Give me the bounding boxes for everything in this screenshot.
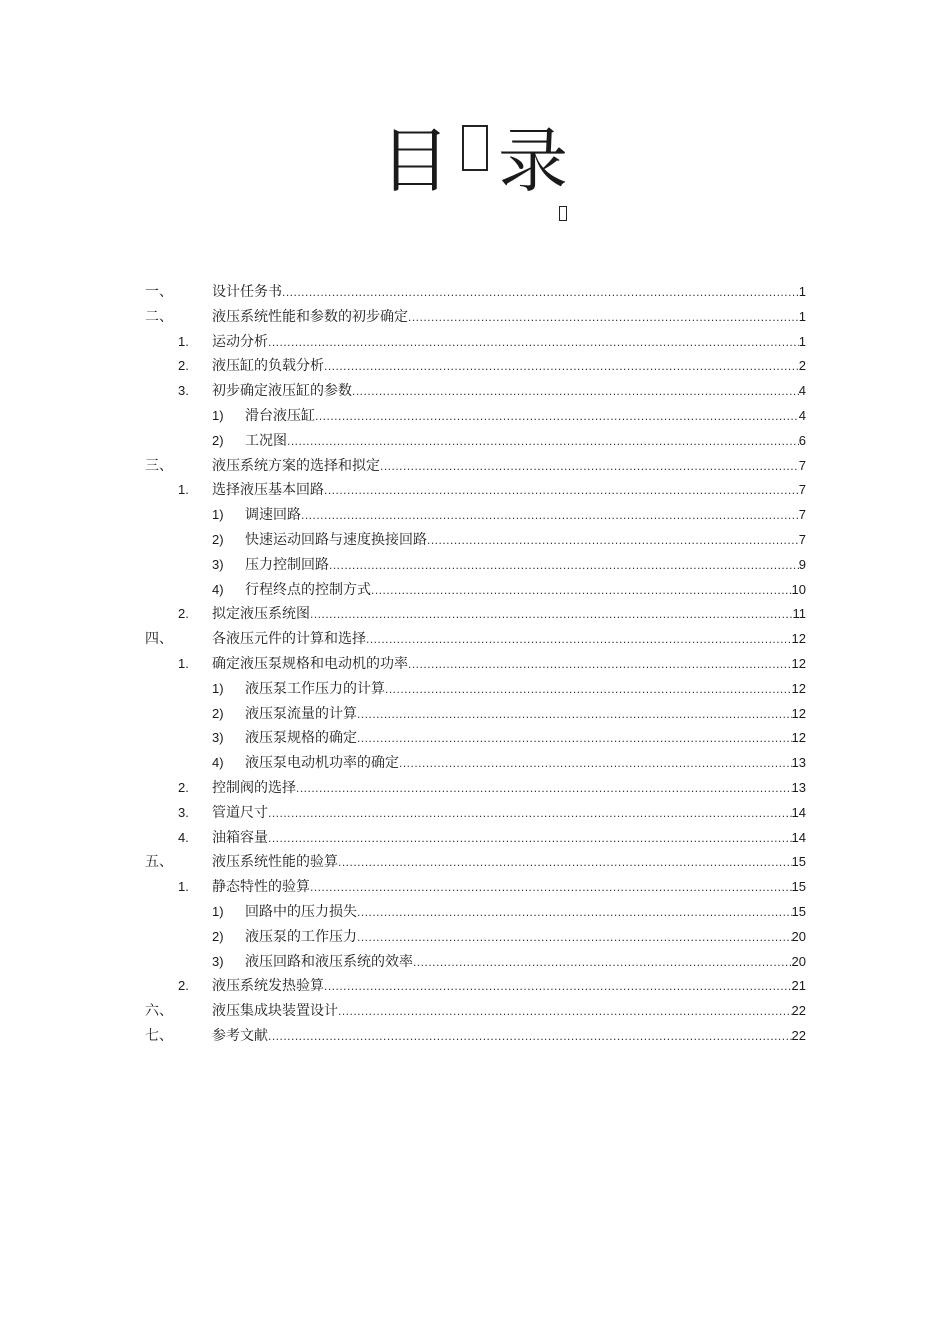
toc-entry-title: 选择液压基本回路	[212, 482, 324, 499]
toc-entry-line	[212, 776, 806, 800]
toc-entry-number: 2.	[178, 978, 189, 994]
toc-entry-page-number: 6	[798, 432, 806, 448]
toc-entry[interactable]	[145, 751, 806, 776]
toc-entry-page-number: 15	[791, 879, 806, 895]
toc-entry-title: 拟定液压系统图	[212, 606, 310, 623]
dot-leader	[268, 801, 792, 825]
toc-entry-number: 1)	[212, 407, 224, 423]
toc-entry-number: 二、	[145, 308, 173, 325]
toc-entry-number: 2)	[212, 705, 224, 721]
toc-entry-line	[245, 429, 806, 453]
toc-entry-line	[245, 553, 806, 577]
toc-entry-page-number: 2	[798, 358, 806, 374]
toc-entry-page-number: 21	[791, 978, 806, 994]
dot-leader	[268, 330, 799, 354]
toc-entry-page-number: 1	[798, 333, 806, 349]
toc-entry-number: 4)	[212, 755, 224, 771]
dot-leader	[371, 578, 792, 602]
toc-entry[interactable]	[145, 974, 806, 999]
toc-entry-line	[212, 305, 806, 329]
dot-leader	[324, 974, 792, 998]
toc-entry-number: 4.	[178, 829, 189, 845]
toc-entry-title: 液压泵流量的计算	[245, 705, 357, 722]
toc-entry-page-number: 7	[798, 457, 806, 473]
toc-entry-title: 液压系统方案的选择和拟定	[212, 457, 380, 474]
toc-entry[interactable]	[145, 404, 806, 429]
dot-leader	[399, 751, 792, 775]
toc-entry-line	[245, 751, 806, 775]
toc-entry-page-number: 9	[798, 556, 806, 572]
toc-entry[interactable]	[145, 950, 806, 975]
toc-entry[interactable]	[145, 702, 806, 727]
toc-entry-number: 2.	[178, 358, 189, 374]
toc-entry-number: 一、	[145, 284, 173, 300]
toc-entry-number: 1.	[178, 482, 189, 498]
toc-entry-page-number: 13	[791, 779, 806, 795]
toc-entry-line	[212, 652, 806, 676]
toc-entry-title: 快速运动回路与速度换接回路	[245, 531, 427, 548]
toc-entry[interactable]	[145, 875, 806, 900]
toc-entry-page-number: 22	[791, 1003, 806, 1019]
toc-entry-title: 液压泵规格的确定	[245, 730, 357, 747]
toc-entry[interactable]	[145, 850, 806, 875]
toc-entry-page-number: 10	[791, 581, 806, 597]
toc-entry[interactable]	[145, 503, 806, 528]
toc-entry-page-number: 13	[791, 755, 806, 771]
toc-entry-line	[212, 801, 806, 825]
dot-leader	[301, 503, 799, 527]
dot-leader	[352, 379, 799, 403]
toc-entry-title: 液压泵工作压力的计算	[245, 680, 385, 697]
toc-entry-number: 1.	[178, 879, 189, 895]
toc-entry-page-number: 7	[798, 507, 806, 523]
dot-leader	[357, 702, 792, 726]
dot-leader	[357, 726, 792, 750]
toc-entry[interactable]	[145, 627, 806, 652]
dot-leader	[287, 429, 799, 453]
dot-leader	[268, 1024, 792, 1048]
toc-entry-title: 确定液压泵规格和电动机的功率	[212, 655, 408, 672]
dot-leader	[324, 478, 799, 502]
toc-entry-line	[212, 1024, 806, 1048]
missing-glyph-mark	[559, 206, 567, 221]
toc-entry[interactable]	[145, 280, 806, 305]
toc-entry-page-number: 14	[791, 804, 806, 820]
toc-entry-title: 各液压元件的计算和选择	[212, 631, 366, 648]
toc-entry-page-number: 20	[791, 953, 806, 969]
toc-entry-title: 静态特性的验算	[212, 879, 310, 896]
toc-entry-number: 2.	[178, 606, 189, 622]
table-of-contents	[145, 280, 806, 1049]
toc-entry[interactable]	[145, 553, 806, 578]
dot-leader	[310, 875, 792, 899]
toc-entry-line	[212, 602, 806, 626]
toc-entry-page-number: 4	[798, 383, 806, 399]
toc-entry[interactable]	[145, 429, 806, 454]
toc-entry-line	[212, 999, 806, 1023]
toc-entry[interactable]	[145, 652, 806, 677]
toc-entry-line	[212, 379, 806, 403]
title-char-1: 目	[380, 120, 452, 202]
dot-leader	[338, 850, 792, 874]
toc-entry-number: 4)	[212, 581, 224, 597]
toc-entry-number: 2.	[178, 779, 189, 795]
toc-entry-line	[245, 404, 806, 428]
dot-leader	[408, 305, 799, 329]
dot-leader	[408, 652, 792, 676]
toc-entry-title: 工况图	[245, 432, 287, 449]
toc-entry-title: 液压泵的工作压力	[245, 928, 357, 945]
toc-entry-line	[245, 925, 806, 949]
toc-entry-page-number: 20	[791, 928, 806, 944]
toc-entry[interactable]	[145, 354, 806, 379]
toc-entry[interactable]	[145, 602, 806, 627]
toc-entry-line	[212, 280, 806, 304]
toc-entry[interactable]	[145, 677, 806, 702]
title-char-2: 录	[498, 120, 570, 202]
dot-leader	[338, 999, 792, 1023]
toc-entry-line	[245, 950, 806, 974]
toc-entry-number: 1)	[212, 680, 224, 696]
toc-entry-number: 六、	[145, 1003, 173, 1020]
missing-glyph-box	[462, 125, 488, 171]
toc-entry-page-number: 12	[791, 631, 806, 647]
toc-entry-title: 调速回路	[245, 507, 301, 524]
toc-entry-title: 液压集成块装置设计	[212, 1003, 338, 1020]
toc-entry-number: 1.	[178, 655, 189, 671]
toc-entry[interactable]	[145, 776, 806, 801]
toc-entry-line	[245, 677, 806, 701]
toc-entry-page-number: 7	[798, 482, 806, 498]
toc-entry-number: 1)	[212, 507, 224, 523]
toc-entry-line	[212, 478, 806, 502]
toc-entry-page-number: 12	[791, 655, 806, 671]
toc-entry-line	[212, 627, 806, 651]
dot-leader	[380, 454, 799, 478]
toc-entry[interactable]	[145, 925, 806, 950]
toc-entry-title: 参考文献	[212, 1027, 268, 1044]
toc-entry-title: 回路中的压力损失	[245, 903, 357, 920]
toc-entry-page-number: 22	[791, 1027, 806, 1043]
toc-entry-number: 3)	[212, 953, 224, 969]
toc-entry-line	[212, 875, 806, 899]
toc-entry-line	[245, 726, 806, 750]
toc-entry-line	[245, 528, 806, 552]
toc-entry[interactable]	[145, 478, 806, 503]
toc-entry[interactable]	[145, 999, 806, 1024]
toc-entry-line	[245, 578, 806, 602]
toc-entry-title: 液压系统性能的验算	[212, 854, 338, 871]
toc-entry-title: 滑台液压缸	[245, 407, 315, 424]
toc-entry[interactable]	[145, 379, 806, 404]
toc-entry-number: 3)	[212, 730, 224, 746]
dot-leader	[268, 826, 792, 850]
toc-entry-line	[212, 354, 806, 378]
dot-leader	[413, 950, 792, 974]
toc-entry-number: 3.	[178, 383, 189, 399]
toc-entry-number: 2)	[212, 928, 224, 944]
toc-entry-title: 运动分析	[212, 333, 268, 350]
toc-entry-page-number: 14	[791, 829, 806, 845]
toc-entry[interactable]	[145, 826, 806, 851]
toc-entry-title: 行程终点的控制方式	[245, 581, 371, 598]
toc-entry-page-number: 12	[791, 680, 806, 696]
dot-leader	[296, 776, 792, 800]
toc-entry-title: 初步确定液压缸的参数	[212, 383, 352, 400]
toc-entry-title: 控制阀的选择	[212, 779, 296, 796]
toc-entry-line	[212, 974, 806, 998]
toc-entry-title: 液压缸的负载分析	[212, 358, 324, 375]
toc-entry[interactable]	[145, 1024, 806, 1049]
toc-entry[interactable]	[145, 330, 806, 355]
toc-entry-title: 液压回路和液压系统的效率	[245, 953, 413, 970]
toc-entry-number: 四、	[145, 631, 173, 648]
toc-entry-number: 1)	[212, 903, 224, 919]
toc-entry-line	[212, 454, 806, 478]
toc-entry[interactable]	[145, 305, 806, 330]
toc-entry-page-number: 4	[798, 407, 806, 423]
dot-leader	[357, 925, 792, 949]
toc-entry[interactable]	[145, 454, 806, 479]
toc-entry-title: 压力控制回路	[245, 556, 329, 573]
dot-leader	[310, 602, 793, 626]
toc-entry-title: 液压系统发热验算	[212, 978, 324, 995]
toc-entry[interactable]	[145, 528, 806, 553]
toc-entry-number: 2)	[212, 531, 224, 547]
dot-leader	[282, 280, 799, 304]
toc-entry-page-number: 11	[792, 606, 806, 622]
dot-leader	[357, 900, 792, 924]
toc-entry-page-number: 7	[798, 531, 806, 547]
toc-entry-page-number: 1	[798, 308, 806, 324]
toc-entry-title: 管道尺寸	[212, 804, 268, 821]
toc-entry-number: 2)	[212, 432, 224, 448]
toc-entry-number: 五、	[145, 854, 173, 871]
toc-entry-page-number: 12	[791, 730, 806, 746]
toc-entry[interactable]	[145, 726, 806, 751]
toc-entry-line	[212, 826, 806, 850]
toc-entry-number: 七、	[145, 1027, 173, 1044]
toc-entry[interactable]	[145, 801, 806, 826]
dot-leader	[385, 677, 792, 701]
toc-entry-line	[245, 702, 806, 726]
toc-entry-number: 1.	[178, 333, 189, 349]
toc-entry-line	[245, 503, 806, 527]
page-title	[0, 118, 950, 204]
toc-entry-line	[212, 850, 806, 874]
toc-entry-number: 3)	[212, 556, 224, 572]
dot-leader	[324, 354, 799, 378]
toc-entry-page-number: 15	[791, 854, 806, 870]
dot-leader	[366, 627, 792, 651]
dot-leader	[427, 528, 799, 552]
toc-entry[interactable]	[145, 900, 806, 925]
dot-leader	[329, 553, 799, 577]
toc-entry-page-number: 1	[798, 284, 806, 299]
dot-leader	[315, 404, 799, 428]
toc-entry-line	[245, 900, 806, 924]
toc-entry[interactable]	[145, 578, 806, 603]
toc-entry-title: 液压系统性能和参数的初步确定	[212, 308, 408, 325]
toc-entry-title: 设计任务书	[212, 284, 282, 300]
toc-entry-page-number: 15	[791, 903, 806, 919]
toc-entry-title: 油箱容量	[212, 829, 268, 846]
toc-entry-line	[212, 330, 806, 354]
toc-entry-number: 三、	[145, 457, 173, 474]
toc-entry-number: 3.	[178, 804, 189, 820]
toc-entry-title: 液压泵电动机功率的确定	[245, 755, 399, 772]
toc-entry-page-number: 12	[791, 705, 806, 721]
